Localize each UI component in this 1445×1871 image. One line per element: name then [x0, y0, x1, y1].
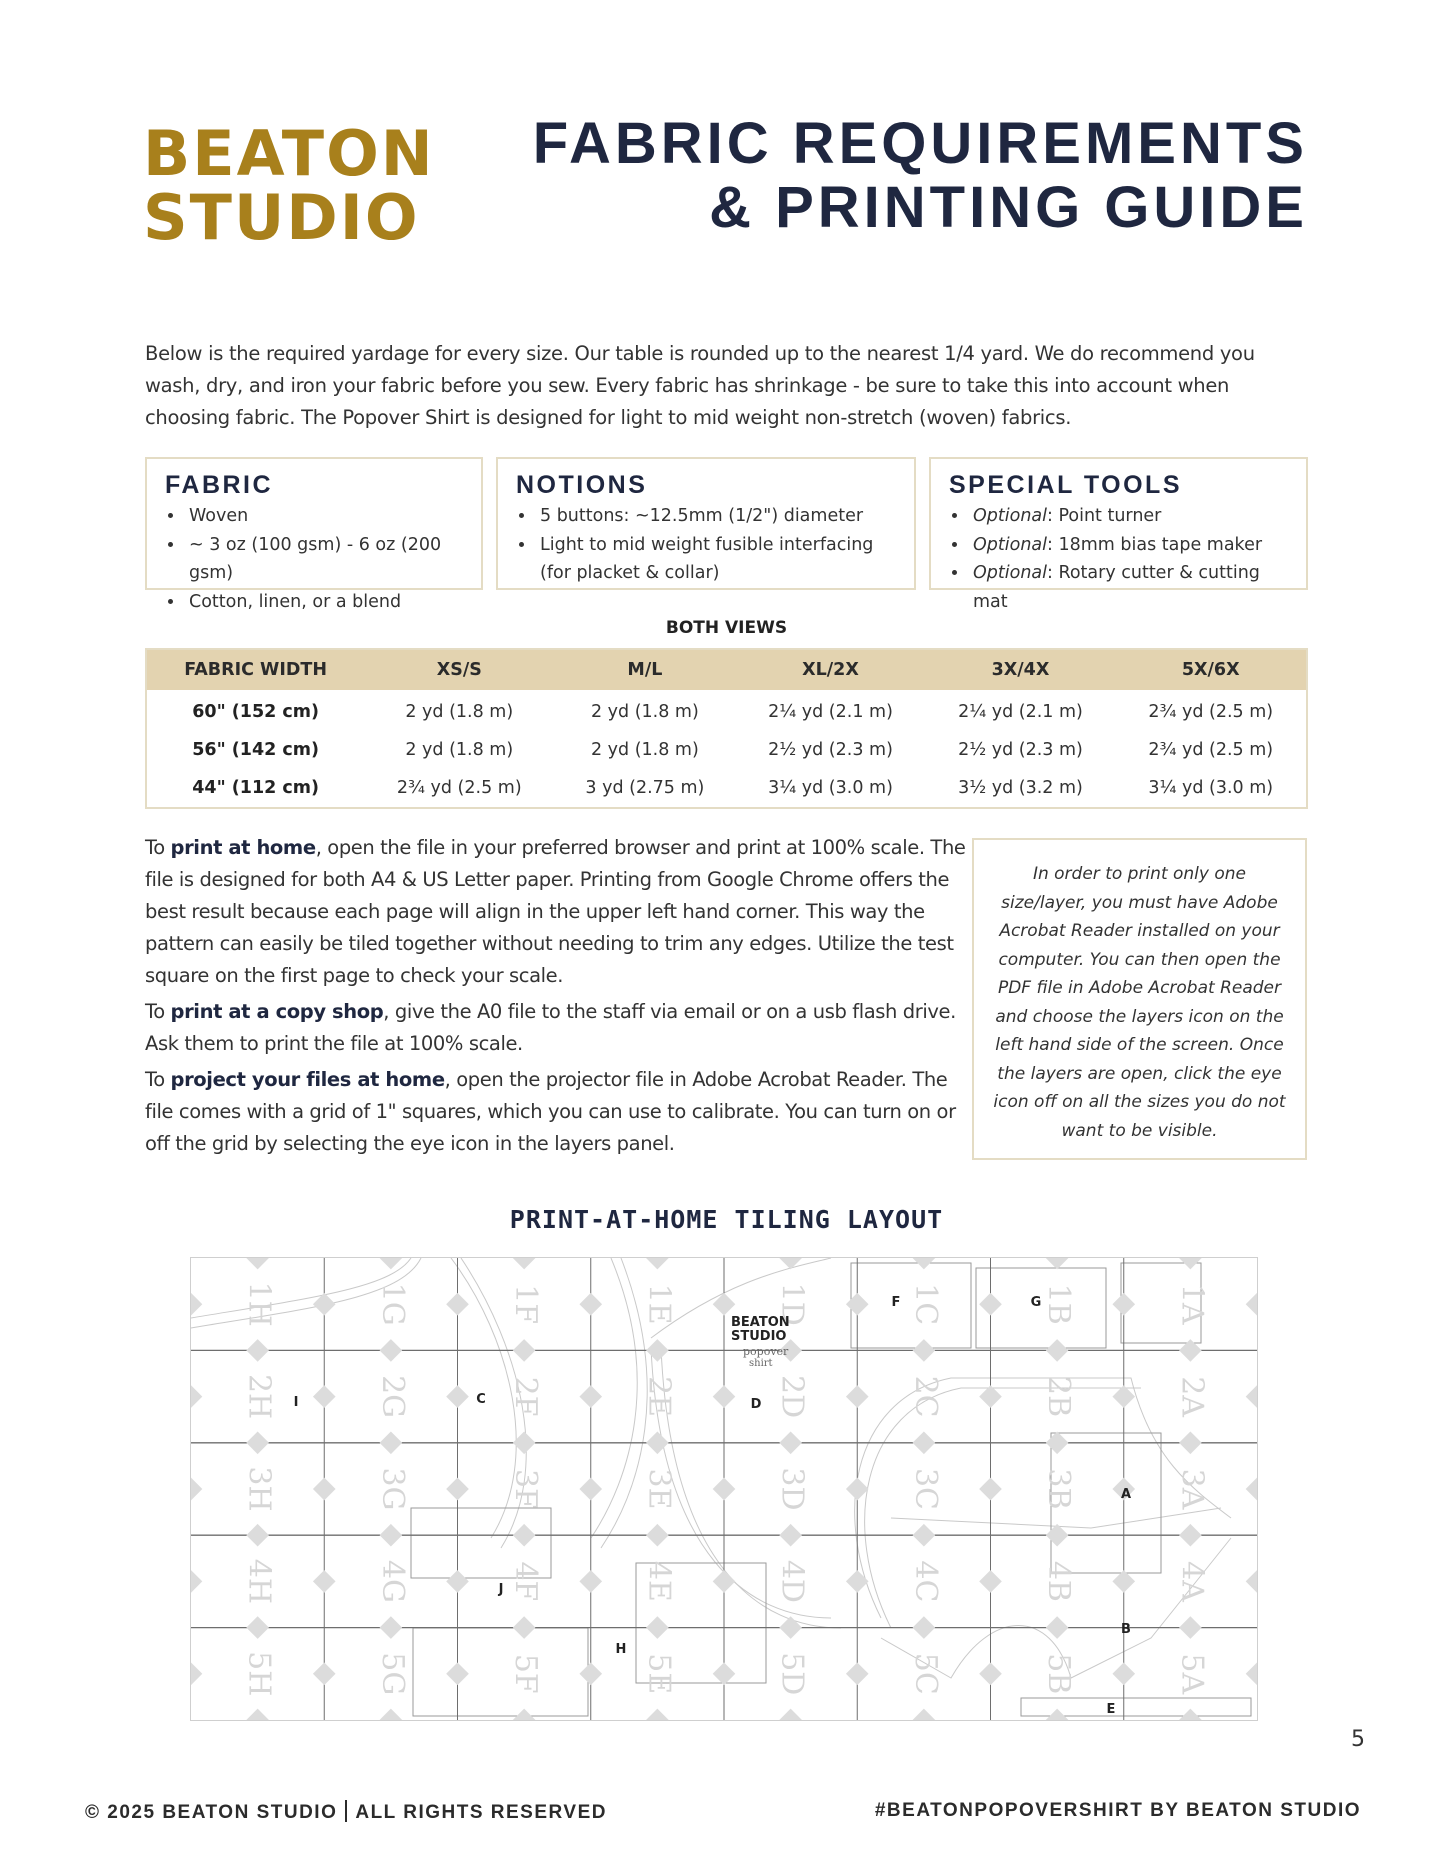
svg-text:A: A — [1120, 1487, 1132, 1502]
table-cell: 3 yd (2.75 m) — [585, 778, 705, 798]
svg-text:4B: 4B — [1041, 1560, 1077, 1602]
list-item: • Cotton, linen, or a blend — [185, 588, 463, 617]
svg-text:3F: 3F — [508, 1469, 544, 1509]
optional-label: Optional — [973, 563, 1047, 583]
fabric-list — [165, 502, 463, 616]
brand-logo — [143, 117, 435, 254]
table-row — [146, 690, 1307, 731]
layers-note-box: In order to print only one size/layer, you must have Adobe Acrobat Reader installed on your computer. You can then open the PDF file in Adobe Acrobat Reader and choose the layers icon on the left hand side of the screen. Once the layers are open, click the eye icon off on all the sizes you do not want to be visible. — [972, 838, 1307, 1160]
svg-text:2B: 2B — [1041, 1376, 1077, 1418]
list-item: • ~ 3 oz (100 gsm) - 6 oz (200 gsm) — [185, 531, 463, 588]
table-row — [146, 769, 1307, 808]
tiling-layout-diagram — [190, 1257, 1258, 1721]
svg-text:4H: 4H — [241, 1558, 277, 1605]
svg-text:2A: 2A — [1174, 1376, 1210, 1417]
logo-line-1: BEATON — [143, 117, 435, 190]
intro-paragraph: Below is the required yardage for every size. Our table is rounded up to the nearest 1/4 yard. We do recommend you wash, dry, and iron your fabric before you sew. Every fabric has shrinkage - be sure to take this into account when choosing fabric. The Popover Shirt is designed for light to mid weight non-stretch (woven) fabrics. — [145, 342, 1255, 429]
optional-label: Optional — [973, 506, 1047, 526]
svg-text:3E: 3E — [641, 1468, 677, 1510]
svg-text:J: J — [498, 1582, 504, 1597]
svg-text:4G: 4G — [374, 1559, 410, 1603]
logo-line-2: STUDIO — [143, 181, 420, 254]
title-line-2: & PRINTING GUIDE — [709, 175, 1308, 240]
emphasis: print at a copy shop — [170, 1000, 384, 1023]
svg-text:1C: 1C — [907, 1283, 943, 1326]
svg-text:2H: 2H — [241, 1373, 277, 1420]
svg-text:3G: 3G — [374, 1467, 410, 1511]
divider — [345, 1800, 347, 1822]
column-header: M/L — [554, 649, 735, 690]
svg-text:I: I — [293, 1395, 299, 1410]
footer-copyright — [85, 1800, 607, 1824]
svg-text:4E: 4E — [641, 1560, 677, 1602]
notions-box — [496, 457, 916, 590]
tools-list — [949, 502, 1288, 616]
svg-text:5B: 5B — [1041, 1653, 1077, 1695]
svg-text:2D: 2D — [774, 1375, 810, 1419]
svg-text:3A: 3A — [1174, 1468, 1210, 1510]
title-line-1: FABRIC REQUIREMENTS — [532, 111, 1308, 176]
table-cell: 3½ yd (3.2 m) — [958, 778, 1083, 798]
tool-text: : Rotary cutter & cutting mat — [973, 563, 1260, 612]
svg-text:popover: popover — [743, 1345, 789, 1358]
table-cell: 2¾ yd (2.5 m) — [396, 778, 522, 798]
svg-text:5E: 5E — [641, 1653, 677, 1695]
svg-text:H: H — [615, 1642, 627, 1657]
svg-text:5H: 5H — [241, 1651, 277, 1697]
fabric-box-title: FABRIC — [165, 471, 274, 499]
svg-text:5D: 5D — [774, 1652, 810, 1696]
svg-text:2E: 2E — [641, 1376, 677, 1418]
text: , give the A0 file to the staff via email or on a usb flash drive. Ask them to print the file at 100% scale. — [145, 1000, 956, 1055]
svg-text:1H: 1H — [241, 1281, 277, 1327]
requirements-boxes — [145, 457, 1308, 612]
projector-paragraph — [145, 1064, 975, 1160]
svg-text:G: G — [1030, 1295, 1042, 1310]
svg-text:4D: 4D — [774, 1559, 810, 1603]
svg-text:4A: 4A — [1174, 1561, 1210, 1602]
table-cell: 2½ yd (2.3 m) — [958, 740, 1083, 760]
text: To — [145, 1000, 171, 1023]
svg-text:shirt: shirt — [749, 1358, 773, 1369]
svg-text:5F: 5F — [508, 1653, 544, 1694]
fabric-box — [145, 457, 483, 612]
list-item — [969, 502, 1288, 531]
svg-text:C: C — [476, 1392, 486, 1407]
svg-text:F: F — [891, 1295, 901, 1310]
table-header-row — [146, 649, 1307, 690]
svg-text:5G: 5G — [374, 1652, 410, 1696]
text: To — [145, 836, 171, 859]
footer-hashtag: #BEATONPOPOVERSHIRT BY BEATON STUDIO — [874, 1800, 1361, 1821]
svg-text:2F: 2F — [508, 1376, 544, 1417]
table-cell: 2 yd (1.8 m) — [405, 702, 514, 722]
table-cell: 2¾ yd (2.5 m) — [1148, 740, 1274, 760]
list-item — [969, 531, 1288, 560]
pattern-tiling-graphic — [191, 1258, 1257, 1720]
tool-text: : 18mm bias tape maker — [1047, 534, 1263, 555]
fabric-width-cell: 44" (112 cm) — [192, 778, 320, 798]
svg-text:4F: 4F — [508, 1561, 544, 1602]
svg-text:1F: 1F — [508, 1284, 544, 1325]
tiling-layout-title: PRINT-AT-HOME TILING LAYOUT — [509, 1205, 944, 1234]
text: To — [145, 1068, 171, 1091]
svg-text:1A: 1A — [1174, 1283, 1210, 1325]
table-cell: 3¼ yd (3.0 m) — [768, 778, 893, 798]
table-cell: 2¾ yd (2.5 m) — [1148, 702, 1274, 722]
svg-text:1E: 1E — [641, 1283, 677, 1325]
svg-text:5C: 5C — [907, 1652, 943, 1695]
page-number: 5 — [1351, 1727, 1365, 1752]
notions-box-title: NOTIONS — [516, 471, 648, 499]
svg-text:BEATON: BEATON — [731, 1315, 790, 1330]
text: , open the projector file in Adobe Acrobat Reader. The file comes with a grid of 1" squares, which you can use to calibrate. You can turn on or off the grid by selecting the eye icon in the layers panel. — [145, 1068, 956, 1155]
svg-text:3H: 3H — [241, 1466, 277, 1512]
fabric-width-cell: 60" (152 cm) — [192, 702, 320, 722]
emphasis: project your files at home — [170, 1068, 445, 1091]
table-row — [146, 731, 1307, 769]
svg-text:3D: 3D — [774, 1467, 810, 1511]
table-caption: BOTH VIEWS — [665, 618, 788, 638]
text: , open the file in your preferred browser and print at 100% scale. The file is designed for both A4 & US Letter paper. Printing from Google Chrome offers the best result because each page will align in the upper left hand corner. This way the pattern can easily be tiled together without needing to trim any edges. Utilize the test square on the first page to check your scale. — [145, 836, 966, 987]
table-cell: 2 yd (1.8 m) — [590, 740, 699, 760]
fabric-width-cell: 56" (142 cm) — [192, 740, 320, 760]
table-cell: 3¼ yd (3.0 m) — [1148, 778, 1274, 798]
svg-text:D: D — [750, 1397, 762, 1412]
column-header: XS/S — [364, 649, 554, 690]
tools-box-title: SPECIAL TOOLS — [949, 471, 1183, 499]
emphasis: print at home — [170, 836, 316, 859]
printing-instructions — [145, 832, 975, 1164]
tool-text: : Point turner — [1047, 506, 1162, 526]
notions-list — [516, 502, 896, 588]
table-cell: 2 yd (1.8 m) — [590, 702, 699, 722]
list-item: • Light to mid weight fusible interfacing (for placket & collar) — [536, 531, 896, 588]
svg-text:2G: 2G — [374, 1375, 410, 1419]
column-header: FABRIC WIDTH — [146, 649, 364, 690]
column-header: 3X/4X — [926, 649, 1116, 690]
rights-text: ALL RIGHTS RESERVED — [355, 1802, 607, 1823]
column-header: XL/2X — [736, 649, 926, 690]
list-item: • 5 buttons: ~12.5mm (1/2") diameter — [536, 502, 896, 531]
list-item: • Woven — [185, 502, 463, 531]
table-cell: 2¼ yd (2.1 m) — [768, 702, 893, 722]
print-at-home-paragraph — [145, 832, 975, 992]
svg-text:1D: 1D — [774, 1282, 810, 1326]
svg-text:4C: 4C — [907, 1560, 943, 1603]
svg-text:5A: 5A — [1174, 1653, 1210, 1695]
table-cell: 2½ yd (2.3 m) — [768, 740, 893, 760]
table-cell: 2¼ yd (2.1 m) — [958, 702, 1083, 722]
table-cell: 2 yd (1.8 m) — [405, 740, 514, 760]
svg-text:1B: 1B — [1041, 1283, 1077, 1325]
svg-text:3B: 3B — [1041, 1468, 1077, 1510]
svg-text:STUDIO: STUDIO — [731, 1329, 787, 1344]
svg-text:1G: 1G — [374, 1282, 410, 1326]
svg-text:2C: 2C — [907, 1375, 943, 1418]
page-title — [533, 112, 1308, 240]
copyright-text: © 2025 BEATON STUDIO — [85, 1802, 338, 1823]
svg-text:E: E — [1106, 1702, 1116, 1717]
svg-text:B: B — [1121, 1622, 1131, 1637]
optional-label: Optional — [973, 534, 1047, 555]
special-tools-box — [929, 457, 1308, 612]
copy-shop-paragraph — [145, 996, 975, 1060]
column-header: 5X/6X — [1115, 649, 1307, 690]
svg-text:3C: 3C — [907, 1467, 943, 1511]
list-item — [969, 559, 1288, 616]
yardage-table — [145, 648, 1308, 809]
